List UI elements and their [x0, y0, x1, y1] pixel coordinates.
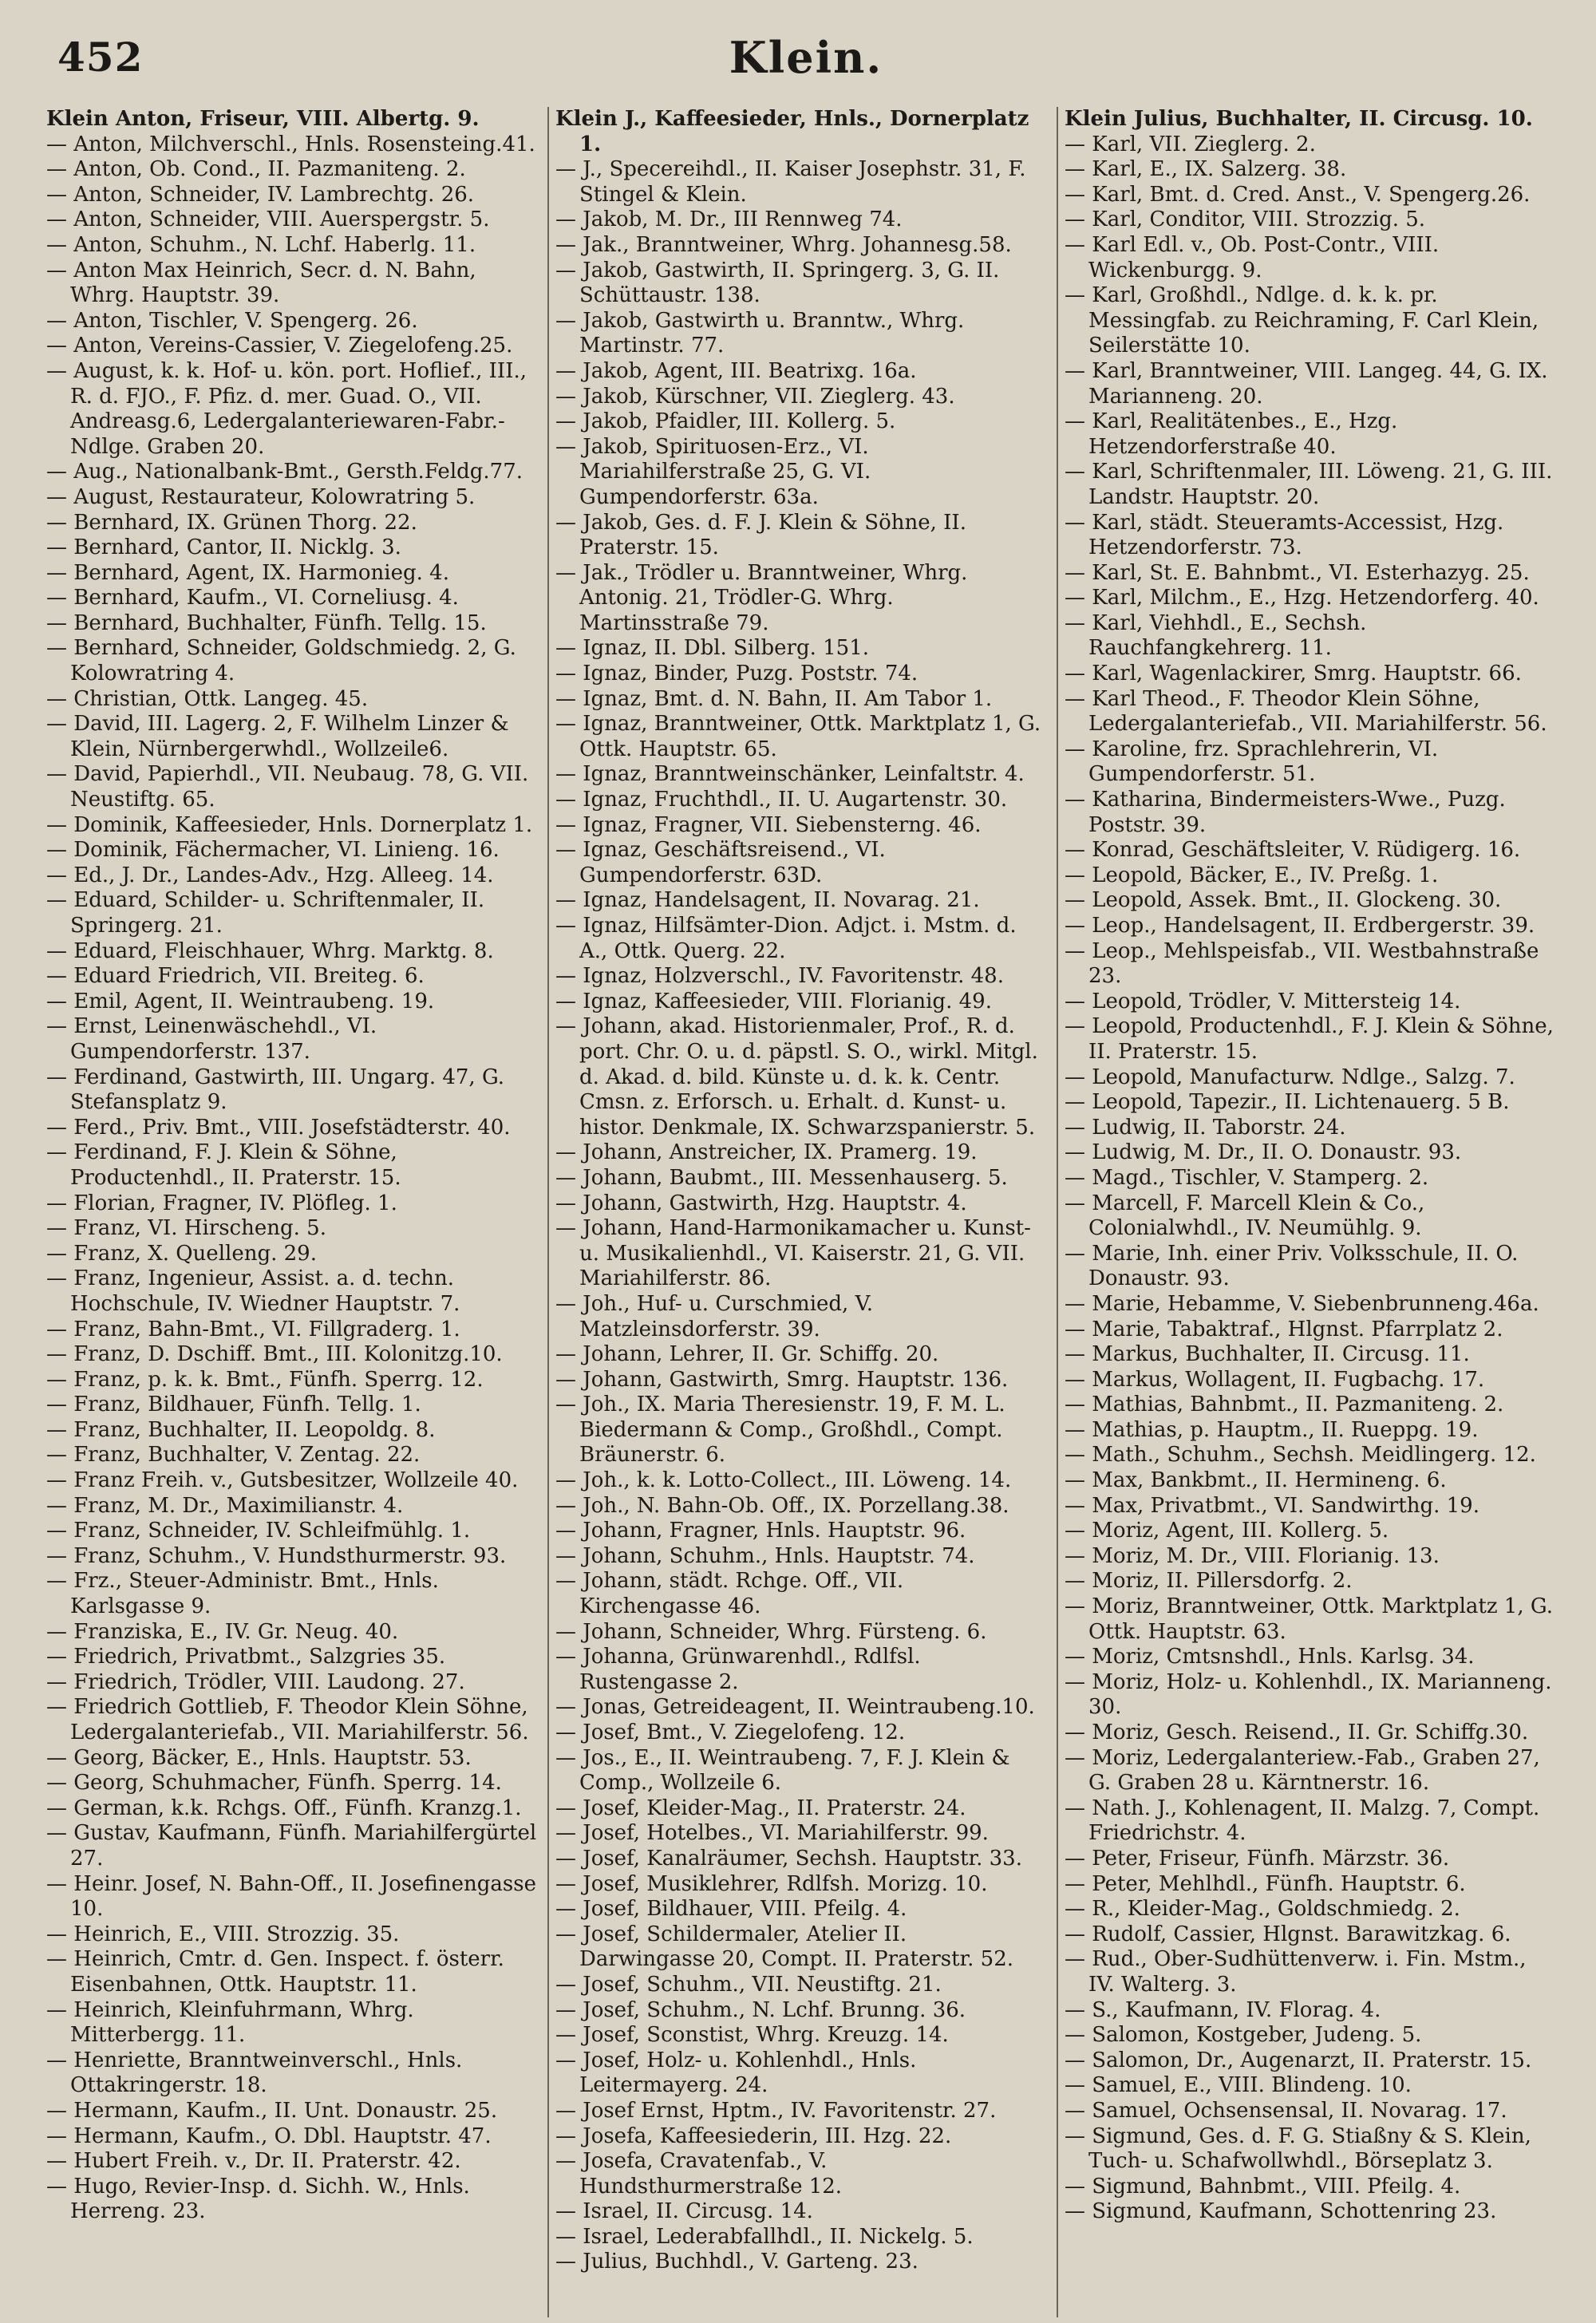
directory-entry: — Jak., Trödler u. Branntweiner, Whrg. Antonig. 21, Trödler-G. Whrg. Martinsstraße 79. [555, 560, 968, 635]
directory-entry: — Ignaz, Handelsagent, II. Novarag. 21. [555, 888, 980, 913]
directory-entry: — Jakob, Ges. d. F. J. Klein & Söhne, II. Praterstr. 15. [555, 510, 966, 560]
directory-entry: — Ignaz, Fragner, VII. Siebensterng. 46. [555, 812, 982, 837]
directory-entry: — Ignaz, Geschäftsreisend., VI. Gumpendorferstr. 63D. [555, 838, 886, 887]
directory-entry: — Ignaz, II. Dbl. Silberg. 151. [555, 636, 870, 661]
directory-entry: — Dominik, Kaffeesieder, Hnls. Dornerplatz 1. [46, 812, 533, 837]
directory-entry: — Franz, Schneider, IV. Schleifmühlg. 1. [46, 1519, 471, 1543]
directory-entry: — Josefa, Kaffeesiederin, III. Hzg. 22. [555, 2123, 952, 2148]
directory-entry: — Sigmund, Ges. d. F. G. Stiaßny & S. Klein, Tuch- u. Schafwollwhdl., Börseplatz 3. [1065, 2123, 1531, 2174]
directory-entry: — Josef, Musiklehrer, Rdlfsh. Morizg. 10. [555, 1871, 988, 1896]
directory-entry: — Franz, VI. Hirscheng. 5. [46, 1216, 326, 1241]
directory-entry: — August, Restaurateur, Kolowratring 5. [46, 484, 476, 509]
directory-entry: — Heinrich, Kleinfuhrmann, Whrg. Mitterbergg. 11. [46, 1997, 414, 2048]
directory-entry: — Markus, Buchhalter, II. Circusg. 11. [1065, 1342, 1470, 1367]
directory-entry: — David, Papierhdl., VII. Neubaug. 78, G. VII. Neustiftg. 65. [46, 762, 529, 812]
directory-entry: — Ed., J. Dr., Landes-Adv., Hzg. Alleeg. 14. [46, 863, 494, 887]
directory-entry: — S., Kaufmann, IV. Florag. 4. [1065, 1997, 1381, 2022]
directory-entry-lead: Klein Anton, Friseur, VIII. Albertg. 9. [46, 107, 480, 131]
directory-entry: — Josef Ernst, Hptm., IV. Favoritenstr. 27. [555, 2098, 997, 2123]
directory-entry: — Marcell, F. Marcell Klein & Co., Colonialwhdl., IV. Neumühlg. 9. [1065, 1191, 1425, 1241]
directory-entry: — Franz, M. Dr., Maximilianstr. 4. [46, 1493, 404, 1518]
directory-entry: — Ferdinand, F. J. Klein & Söhne, Productenhdl., II. Praterstr. 15. [46, 1140, 401, 1190]
directory-entry: — R., Kleider-Mag., Goldschmiedg. 2. [1065, 1897, 1460, 1922]
directory-entry: — Joh., Huf- u. Curschmied, V. Matzleinsdorferstr. 39. [555, 1291, 874, 1341]
directory-entry: — Karl, städt. Steueramts-Accessist, Hzg. Hetzendorferstr. 73. [1065, 510, 1504, 560]
directory-entry: — Franz, Bildhauer, Fünfh. Tellg. 1. [46, 1393, 421, 1417]
directory-entry: — Ludwig, II. Taborstr. 24. [1065, 1115, 1346, 1140]
directory-entry: — Ignaz, Fruchthdl., II. U. Augartenstr. 30. [555, 788, 1008, 812]
directory-entry: — Peter, Mehlhdl., Fünfh. Hauptstr. 6. [1065, 1871, 1466, 1896]
directory-entry: — Jakob, M. Dr., III Rennweg 74. [555, 207, 903, 232]
directory-entry: — Math., Schuhm., Sechsh. Meidlingerg. 12. [1065, 1443, 1536, 1468]
column-3 [1057, 107, 1566, 2317]
directory-entry: — Joh., N. Bahn-Ob. Off., IX. Porzellang.38. [555, 1493, 1009, 1518]
directory-entry: — Leop., Handelsagent, II. Erdbergerstr. 39. [1065, 914, 1535, 938]
directory-entry: — Bernhard, IX. Grünen Thorg. 22. [46, 510, 417, 535]
directory-entry: — Joh., IX. Maria Theresienstr. 19, F. M. L. Biedermann & Comp., Großhdl., Compt. Bräunerstr. 6. [555, 1393, 1005, 1468]
directory-entry: — Leop., Mehlspeisfab., VII. Westbahnstraße 23. [1065, 938, 1539, 989]
directory-entry: — Anton, Milchverschl., Hnls. Rosensteing.41. [46, 132, 535, 156]
directory-entry: — Dominik, Fächermacher, VI. Linieng. 16. [46, 838, 500, 863]
directory-entry: — Moriz, M. Dr., VIII. Florianig. 13. [1065, 1543, 1440, 1568]
directory-entry: — Gustav, Kaufmann, Fünfh. Mariahilfergürtel 27. [46, 1821, 537, 1871]
directory-entry: — Johann, Schneider, Whrg. Fürsteng. 6. [555, 1619, 987, 1644]
directory-entry: — Sigmund, Kaufmann, Schottenring 23. [1065, 2199, 1497, 2224]
directory-entry: — Josef, Bildhauer, VIII. Pfeilg. 4. [555, 1897, 907, 1922]
directory-entry: — Moriz, Holz- u. Kohlenhdl., IX. Marianneng. 30. [1065, 1669, 1552, 1720]
directory-entry: — Josef, Hotelbes., VI. Mariahilferstr. 99. [555, 1821, 989, 1846]
directory-entry: — Josef, Schildermaler, Atelier II. Darwingasse 20, Compt. II. Praterstr. 52. [555, 1922, 1014, 1972]
directory-entry: — Johann, Anstreicher, IX. Pramerg. 19. [555, 1140, 978, 1165]
directory-entry: — Konrad, Geschäftsleiter, V. Rüdigerg. 16. [1065, 838, 1521, 863]
column-1 [46, 107, 547, 2317]
directory-entry: — Markus, Wollagent, II. Fugbachg. 17. [1065, 1367, 1485, 1392]
directory-entry: — August, k. k. Hof- u. kön. port. Hoflief., III., R. d. FJO., F. Pfiz. d. mer. Guad. O., VII. Andreasg.6, Ledergalanteriewaren-Fabr.-Ndlge. Graben 20. [46, 358, 527, 459]
directory-entry: — Franz, Buchhalter, II. Leopoldg. 8. [46, 1417, 436, 1442]
directory-entry: — Johann, Gastwirth, Smrg. Hauptstr. 136. [555, 1367, 1009, 1392]
directory-entry: — Karl, Wagenlackirer, Smrg. Hauptstr. 66. [1065, 662, 1522, 686]
directory-entry: — Ignaz, Holzverschl., IV. Favoritenstr. 48. [555, 964, 1004, 989]
directory-entry: — Henriette, Branntweinverschl., Hnls. Ottakringerstr. 18. [46, 2048, 463, 2098]
directory-entry: — Josefa, Cravatenfab., V. Hundsthurmerstraße 12. [555, 2149, 843, 2199]
directory-entry: — Karl, Bmt. d. Cred. Anst., V. Spengerg.26. [1065, 182, 1531, 207]
directory-entry: — Friedrich, Privatbmt., Salzgries 35. [46, 1645, 446, 1669]
directory-entry: — Bernhard, Buchhalter, Fünfh. Tellg. 15. [46, 610, 487, 635]
directory-entry: — Bernhard, Cantor, II. Nicklg. 3. [46, 535, 401, 560]
directory-entry: — Karl, Realitätenbes., E., Hzg. Hetzendorferstraße 40. [1065, 409, 1398, 459]
directory-entry: — Karl Edl. v., Ob. Post-Contr., VIII. Wickenburgg. 9. [1065, 232, 1440, 282]
directory-entry: — Mathias, p. Hauptm., II. Rueppg. 19. [1065, 1417, 1479, 1442]
directory-entry: — Max, Privatbmt., VI. Sandwirthg. 19. [1065, 1493, 1479, 1518]
directory-entry: — Sigmund, Bahnbmt., VIII. Pfeilg. 4. [1065, 2174, 1461, 2199]
directory-entry: — Josef, Kanalräumer, Sechsh. Hauptstr. 33. [555, 1846, 1022, 1871]
directory-entry: — Hugo, Revier-Insp. d. Sichh. W., Hnls. Herreng. 23. [46, 2174, 470, 2224]
directory-entry: — Leopold, Trödler, V. Mittersteig 14. [1065, 989, 1461, 1013]
directory-entry: — Leopold, Tapezir., II. Lichtenauerg. 5 B. [1065, 1090, 1510, 1115]
column-2 [547, 107, 1057, 2317]
directory-entry: — Johann, Hand-Harmonikamacher u. Kunst- u. Musikalienhdl., VI. Kaiserstr. 21, G. VII. Mariahilferstr. 86. [555, 1216, 1031, 1291]
directory-entry: — Nath. J., Kohlenagent, II. Malzg. 7, Compt. Friedrichstr. 4. [1065, 1796, 1540, 1846]
directory-entry: — Franz Freih. v., Gutsbesitzer, Wollzeile 40. [46, 1468, 519, 1493]
directory-entry: — Moriz, Ledergalanteriew.-Fab., Graben 27, G. Graben 28 u. Kärntnerstr. 16. [1065, 1745, 1540, 1796]
directory-entry: — Marie, Tabaktraf., Hlgnst. Pfarrplatz 2. [1065, 1317, 1503, 1341]
directory-entry: — Julius, Buchhdl., V. Garteng. 23. [555, 2250, 918, 2274]
directory-entry: — Ferd., Priv. Bmt., VIII. Josefstädterstr. 40. [46, 1115, 511, 1140]
directory-entry: — Josef, Schuhm., VII. Neustiftg. 21. [555, 1972, 942, 1997]
directory-entry: — Katharina, Bindermeisters-Wwe., Puzg. Poststr. 39. [1065, 788, 1506, 837]
directory-entry: — Karl, Viehhdl., E., Sechsh. Rauchfangkehrerg. 11. [1065, 610, 1367, 661]
directory-entry: — Moriz, Gesch. Reisend., II. Gr. Schiffg.30. [1065, 1721, 1529, 1744]
directory-entry: — Josef, Kleider-Mag., II. Praterstr. 24. [555, 1796, 966, 1820]
directory-entry: — Moriz, II. Pillersdorfg. 2. [1065, 1569, 1353, 1594]
directory-entry: — Johann, städt. Rchge. Off., VII. Kirchengasse 46. [555, 1569, 904, 1619]
directory-entry: — Anton, Tischler, V. Spengerg. 26. [46, 308, 418, 333]
directory-entry: — J., Specereihdl., II. Kaiser Josephstr. 31, F. Stingel & Klein. [555, 157, 1026, 207]
directory-entry: — Samuel, Ochsensensal, II. Novarag. 17. [1065, 2098, 1507, 2123]
directory-entry: — Anton, Schuhm., N. Lchf. Haberlg. 11. [46, 232, 476, 257]
directory-entry: — Leopold, Assek. Bmt., II. Glockeng. 30. [1065, 888, 1502, 913]
directory-entry: — Jakob, Gastwirth, II. Springerg. 3, G. II. Schüttaustr. 138. [555, 258, 1000, 308]
directory-entry: — Bernhard, Agent, IX. Harmonieg. 4. [46, 560, 449, 585]
directory-entry: — Israel, II. Circusg. 14. [555, 2199, 813, 2224]
directory-entry: — Ignaz, Binder, Puzg. Poststr. 74. [555, 662, 918, 686]
directory-entry: — Ignaz, Hilfsämter-Dion. Adjct. i. Mstm. d. A., Ottk. Querg. 22. [555, 914, 1017, 963]
directory-entry: — Mathias, Bahnbmt., II. Pazmaniteng. 2. [1065, 1393, 1504, 1417]
directory-entry: — Eduard Friedrich, VII. Breiteg. 6. [46, 964, 425, 989]
directory-entry: — Karl Theod., F. Theodor Klein Söhne, Ledergalanteriefab., VII. Mariahilferstr. 56. [1065, 686, 1547, 737]
directory-entry: — Anton, Ob. Cond., II. Pazmaniteng. 2. [46, 157, 466, 182]
directory-entry: — Moriz, Cmtsnshdl., Hnls. Karlsg. 34. [1065, 1645, 1475, 1669]
directory-entry: — Johann, akad. Historienmaler, Prof., R. d. port. Chr. O. u. d. päpstl. S. O., wirkl. Mitgl. d. Akad. d. bild. Künste u. d. k. k. Centr. Cmsn. z. Erforsch. u. Erhalt. d. Kunst- u. histor. Denkmale, IX. Schwarzspanierstr. 5. [555, 1014, 1038, 1140]
running-head: Klein. [729, 32, 883, 83]
directory-entry: — Franz, Bahn-Bmt., VI. Fillgraderg. 1. [46, 1317, 460, 1341]
directory-entry: — Johann, Gastwirth, Hzg. Hauptstr. 4. [555, 1191, 967, 1215]
directory-entry: — Marie, Inh. einer Priv. Volksschule, II. O. Donaustr. 93. [1065, 1241, 1519, 1291]
directory-entry: — Ignaz, Kaffeesieder, VIII. Florianig. 49. [555, 989, 992, 1013]
directory-entry: — Anton, Schneider, IV. Lambrechtg. 26. [46, 182, 475, 207]
directory-entry: — Anton, Vereins-Cassier, V. Ziegelofeng.25. [46, 334, 513, 358]
directory-entry: — Anton Max Heinrich, Secr. d. N. Bahn, Whrg. Hauptstr. 39. [46, 258, 476, 308]
directory-entry: — Ferdinand, Gastwirth, III. Ungarg. 47, G. Stefansplatz 9. [46, 1065, 505, 1115]
directory-entry: — Rud., Ober-Sudhüttenverw. i. Fin. Mstm., IV. Walterg. 3. [1065, 1947, 1527, 1997]
directory-entry: — Jakob, Kürschner, VII. Zieglerg. 43. [555, 384, 955, 409]
directory-entry: — Franziska, E., IV. Gr. Neug. 40. [46, 1619, 399, 1644]
directory-entry: — Franz, D. Dschiff. Bmt., III. Kolonitzg.10. [46, 1342, 503, 1367]
directory-entry: — Bernhard, Kaufm., VI. Corneliusg. 4. [46, 586, 459, 610]
directory-entry: — Peter, Friseur, Fünfh. Märzstr. 36. [1065, 1846, 1450, 1871]
directory-entry: — Israel, Lederabfallhdl., II. Nickelg. 5. [555, 2224, 974, 2249]
directory-entry: — Anton, Schneider, VIII. Auerspergstr. 5. [46, 207, 490, 232]
directory-entry: — Karl, Branntweiner, VIII. Langeg. 44, G. IX. Marianneng. 20. [1065, 358, 1548, 409]
directory-entry: — David, III. Lagerg. 2, F. Wilhelm Linzer & Klein, Nürnbergerwhdl., Wollzeile6. [46, 712, 509, 761]
directory-entry: — Josef, Holz- u. Kohlenhdl., Hnls. Leitermayerg. 24. [555, 2048, 917, 2098]
directory-entry: — Johann, Lehrer, II. Gr. Schiffg. 20. [555, 1342, 939, 1367]
directory-entry: — Georg, Schuhmacher, Fünfh. Sperrg. 14. [46, 1771, 502, 1796]
directory-entry: — Max, Bankbmt., II. Hermineng. 6. [1065, 1468, 1447, 1493]
directory-entry: — Karl, Schriftenmaler, III. Löweng. 21, G. III. Landstr. Hauptstr. 20. [1065, 460, 1553, 509]
directory-entry: — Eduard, Schilder- u. Schriftenmaler, II. Springerg. 21. [46, 888, 485, 938]
directory-entry: — Leopold, Productenhdl., F. J. Klein & Söhne, II. Praterstr. 15. [1065, 1014, 1554, 1064]
directory-entry: — Magd., Tischler, V. Stamperg. 2. [1065, 1165, 1429, 1190]
directory-entry: — Ludwig, M. Dr., II. O. Donaustr. 93. [1065, 1140, 1462, 1165]
directory-entry: — Jonas, Getreideagent, II. Weintraubeng.10. [555, 1695, 1035, 1720]
directory-entry: — Josef, Bmt., V. Ziegelofeng. 12. [555, 1721, 906, 1744]
directory-entry: — Karl, E., IX. Salzerg. 38. [1065, 157, 1347, 182]
directory-entry: — Salomon, Kostgeber, Judeng. 5. [1065, 2023, 1422, 2048]
directory-entry: — Ignaz, Bmt. d. N. Bahn, II. Am Tabor 1. [555, 686, 993, 711]
entry-columns [46, 107, 1566, 2317]
directory-entry: — Karl, Großhdl., Ndlge. d. k. k. pr. Messingfab. zu Reichraming, F. Carl Klein, Seilerstätte 10. [1065, 283, 1539, 358]
directory-entry: — Ignaz, Branntweiner, Ottk. Marktplatz 1, G. Ottk. Hauptstr. 65. [555, 712, 1041, 761]
directory-entry: — Franz, Ingenieur, Assist. a. d. techn. Hochschule, IV. Wiedner Hauptstr. 7. [46, 1266, 460, 1316]
directory-entry: — Florian, Fragner, IV. Plöfleg. 1. [46, 1191, 397, 1215]
directory-entry: — Ernst, Leinenwäschehdl., VI. Gumpendorferstr. 137. [46, 1014, 377, 1064]
directory-entry: — Jos., E., II. Weintraubeng. 7, F. J. Klein & Comp., Wollzeile 6. [555, 1745, 1010, 1796]
directory-entry: — Christian, Ottk. Langeg. 45. [46, 686, 369, 711]
directory-entry: — Aug., Nationalbank-Bmt., Gersth.Feldg.77. [46, 460, 523, 484]
directory-entry: — Karl, St. E. Bahnbmt., VI. Esterhazyg. 25. [1065, 560, 1530, 585]
page-header [46, 34, 1566, 107]
directory-entry: — Moriz, Branntweiner, Ottk. Marktplatz 1, G. Ottk. Hauptstr. 63. [1065, 1594, 1553, 1644]
directory-entry: — Jakob, Spirituosen-Erz., VI. Mariahilferstraße 25, G. VI. Gumpendorferstr. 63a. [555, 434, 871, 509]
directory-entry: — Marie, Hebamme, V. Siebenbrunneng.46a. [1065, 1291, 1539, 1316]
directory-entry: — Hermann, Kaufm., O. Dbl. Hauptstr. 47. [46, 2123, 492, 2148]
page-number: 452 [57, 34, 144, 81]
directory-entry: — Heinrich, Cmtr. d. Gen. Inspect. f. österr. Eisenbahnen, Ottk. Hauptstr. 11. [46, 1947, 504, 1997]
directory-entry: — Franz, p. k. k. Bmt., Fünfh. Sperrg. 12. [46, 1367, 484, 1392]
directory-entry: — Leopold, Bäcker, E., IV. Preßg. 1. [1065, 863, 1439, 887]
directory-entry: — Heinrich, E., VIII. Strozzig. 35. [46, 1922, 400, 1946]
directory-entry: — Jakob, Pfaidler, III. Kollerg. 5. [555, 409, 896, 434]
directory-entry: — Karoline, frz. Sprachlehrerin, VI. Gumpendorferstr. 51. [1065, 737, 1439, 787]
directory-entry: — Bernhard, Schneider, Goldschmiedg. 2, G. Kolowratring 4. [46, 636, 516, 686]
directory-entry: — Jakob, Gastwirth u. Branntw., Whrg. Martinstr. 77. [555, 308, 965, 358]
directory-entry: — Joh., k. k. Lotto-Collect., III. Löweng. 14. [555, 1468, 1012, 1493]
directory-entry: — Leopold, Manufacturw. Ndlge., Salzg. 7. [1065, 1065, 1515, 1089]
directory-entry: — Friedrich, Trödler, VIII. Laudong. 27. [46, 1669, 465, 1694]
directory-entry-lead: Klein Julius, Buchhalter, II. Circusg. 10. [1065, 107, 1533, 131]
directory-entry: — Friedrich Gottlieb, F. Theodor Klein Söhne, Ledergalanteriefab., VII. Mariahilferstr. 56. [46, 1695, 529, 1744]
directory-entry: — Salomon, Dr., Augenarzt, II. Praterstr. 15. [1065, 2048, 1532, 2072]
directory-entry: — Jak., Branntweiner, Whrg. Johannesg.58. [555, 232, 1012, 257]
directory-entry: — German, k.k. Rchgs. Off., Fünfh. Kranzg.1. [46, 1796, 522, 1820]
directory-entry: — Hermann, Kaufm., II. Unt. Donaustr. 25. [46, 2098, 498, 2123]
directory-entry: — Jakob, Agent, III. Beatrixg. 16a. [555, 358, 917, 383]
directory-entry: — Samuel, E., VIII. Blindeng. 10. [1065, 2073, 1412, 2098]
directory-entry: — Emil, Agent, II. Weintraubeng. 19. [46, 989, 435, 1013]
directory-entry: — Franz, Buchhalter, V. Zentag. 22. [46, 1443, 421, 1468]
directory-entry: — Eduard, Fleischhauer, Whrg. Marktg. 8. [46, 938, 494, 963]
directory-entry: — Franz, X. Quelleng. 29. [46, 1241, 317, 1266]
directory-entry: — Moriz, Agent, III. Kollerg. 5. [1065, 1519, 1389, 1543]
directory-entry: — Karl, Conditor, VIII. Strozzig. 5. [1065, 207, 1426, 232]
directory-entry: — Heinr. Josef, N. Bahn-Off., II. Josefinengasse 10. [46, 1871, 536, 1922]
directory-entry: — Johann, Baubmt., III. Messenhauserg. 5. [555, 1165, 1008, 1190]
directory-entry: — Rudolf, Cassier, Hlgnst. Barawitzkag. 6. [1065, 1922, 1511, 1946]
directory-entry: — Josef, Sconstist, Whrg. Kreuzg. 14. [555, 2023, 949, 2048]
directory-entry: — Johann, Schuhm., Hnls. Hauptstr. 74. [555, 1543, 975, 1568]
directory-entry: — Karl, Milchm., E., Hzg. Hetzendorferg. 40. [1065, 586, 1539, 610]
directory-entry: — Franz, Schuhm., V. Hundsthurmerstr. 93. [46, 1543, 507, 1568]
directory-entry: — Karl, VII. Zieglerg. 2. [1065, 132, 1316, 156]
directory-entry: — Johanna, Grünwarenhdl., Rdlfsl. Rustengasse 2. [555, 1645, 921, 1694]
directory-entry: — Josef, Schuhm., N. Lchf. Brunng. 36. [555, 1997, 966, 2022]
directory-entry: — Johann, Fragner, Hnls. Hauptstr. 96. [555, 1519, 966, 1543]
directory-entry: — Frz., Steuer-Administr. Bmt., Hnls. Karlsgasse 9. [46, 1569, 439, 1619]
directory-entry: — Ignaz, Branntweinschänker, Leinfaltstr. 4. [555, 762, 1025, 787]
directory-entry: — Georg, Bäcker, E., Hnls. Hauptstr. 53. [46, 1745, 472, 1770]
directory-entry: — Hubert Freih. v., Dr. II. Praterstr. 42. [46, 2149, 461, 2174]
directory-entry-lead: Klein J., Kaffeesieder, Hnls., Dornerplatz 1. [555, 107, 1029, 156]
